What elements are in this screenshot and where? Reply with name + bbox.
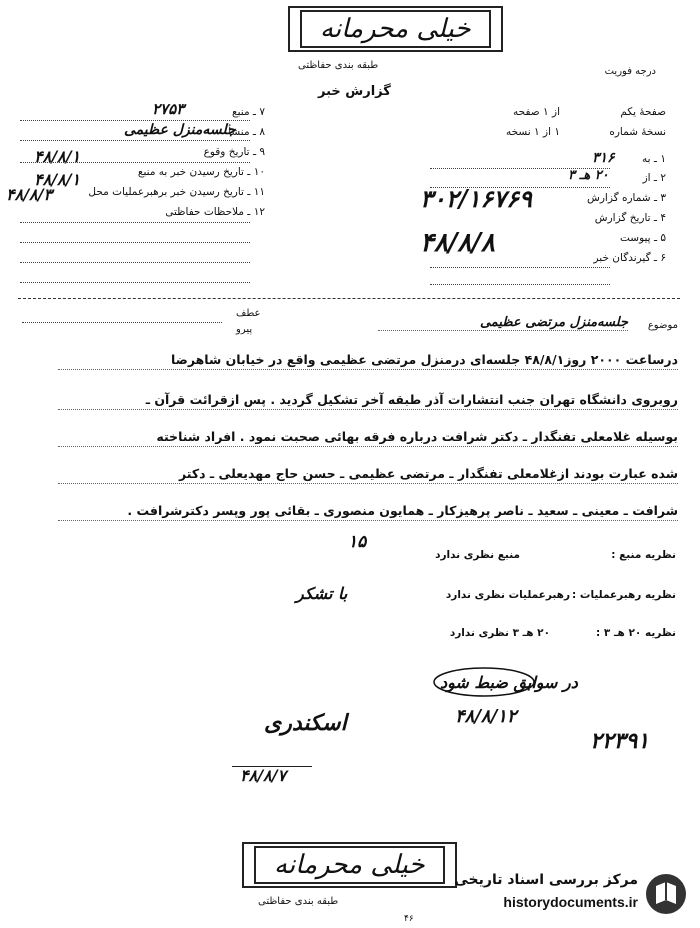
field-received-ops-label: ۱۱ ـ تاریخ رسیدن خبر برهبرعملیات محل — [88, 186, 265, 198]
note-source-label: نظریه منبع : — [611, 549, 676, 561]
dotted-line — [430, 284, 610, 285]
atf-label: عطف — [236, 308, 261, 319]
note-source-value: منبع نظری ندارد — [435, 549, 520, 561]
page-number: ۴۶ — [404, 914, 414, 924]
field-copy-label: نسخهٔ شماره — [609, 126, 666, 138]
body-line: بوسیله غلامعلی تفنگدار ـ دکتر شرافت درباره فرقه بهائی صحبت نمود . افراد شناخته — [58, 429, 678, 447]
subject-label: موضوع — [647, 320, 678, 331]
separator — [18, 298, 680, 299]
field-received-source-label: ۱۰ ـ تاریخ رسیدن خبر به منبع — [137, 166, 265, 178]
field-attachment-label: ۵ ـ پیوست — [619, 232, 666, 244]
field-received-source-value: ۴۸/۸/۱ — [34, 170, 81, 189]
signature-loop — [430, 664, 538, 700]
dotted-line — [20, 222, 250, 223]
watermark-title: مرکز بررسی اسناد تاریخی — [454, 872, 638, 888]
dotted-line — [430, 267, 610, 268]
field-to-value: ۳۱۶ — [592, 150, 615, 166]
field-from-value: ۲۰ هـ ۳ — [568, 168, 609, 183]
signature-left: اسکندری — [264, 710, 347, 736]
margin-note: ۱۵ — [348, 532, 367, 552]
field-occurrence-value: ۴۸/۸/۱ — [34, 147, 81, 166]
field-copy-value: ۱ از ۱ نسخه — [506, 126, 560, 138]
report-title: گزارش خبر — [318, 84, 391, 99]
signature-right-date: ۴۸/۸/۱۲ — [455, 706, 517, 727]
field-received-ops-value: ۴۸/۸/۳ — [6, 185, 53, 204]
top-stamp-caption: طبقه بندی حفاظتی — [298, 60, 379, 71]
bottom-stamp-text: خیلی محرمانه — [254, 846, 445, 884]
top-classification-stamp — [288, 6, 503, 52]
handwritten-note: با تشکر — [296, 584, 348, 603]
note-ops-label: نظریه رهبرعملیات : — [572, 589, 676, 601]
field-source-label: ۷ ـ منبع — [232, 106, 265, 118]
note-ops-value: رهبرعملیات نظری ندارد — [445, 589, 570, 601]
signature-left-date: ۴۸/۸/۷ — [240, 766, 287, 785]
subject-value: جلسه‌منزل مرتضی عظیمی — [378, 315, 628, 331]
bottom-classification-stamp — [242, 842, 457, 888]
field-report-number-label: ۳ ـ شماره گزارش — [587, 192, 666, 204]
dotted-line — [22, 322, 222, 323]
field-from-label: ۲ ـ از — [642, 172, 666, 184]
body-line: شده عبارت بودند ازغلامعلی تفنگدار ـ مرتضی عظیمی ـ حسن حاج مهدیعلی ـ دکتر — [58, 466, 678, 484]
field-occurrence-label: ۹ ـ تاریخ وقوع — [203, 146, 265, 158]
file-number: ۲۲۳۹۱ — [590, 728, 650, 754]
field-report-date-label: ۴ ـ تاریخ گزارش — [594, 212, 666, 224]
top-stamp-text: خیلی محرمانه — [300, 10, 491, 48]
field-report-number-value: ۳۰۲/۱۶۷۶۹ — [420, 184, 532, 213]
field-origin-value: جلسه‌منزل عظیمی — [124, 122, 236, 138]
dotted-line — [20, 242, 250, 243]
watermark-url: historydocuments.ir — [503, 894, 638, 910]
note-20h3-label: نظریه ۲۰ هـ ۳ : — [596, 627, 676, 639]
field-origin-label: ۸ ـ منشأ — [228, 126, 265, 138]
body-line: روبروی دانشگاه تهران جنب انتشارات آذر طبقه آخر تشکیل گردید . پس ازقرائت قرآن ـ — [58, 392, 678, 410]
body-line: درساعت ۲۰۰۰ روز۴۸/۸/۱ جلسه‌ای درمنزل مرتضی عظیمی واقع در خیابان شاهرضا — [58, 352, 678, 370]
archive-logo-icon — [644, 872, 688, 916]
field-page-label: صفحهٔ یکم — [620, 106, 666, 118]
dotted-line — [20, 140, 250, 141]
field-security-label: ۱۲ ـ ملاحظات حفاظتی — [165, 206, 265, 218]
bottom-stamp-caption: طبقه بندی حفاظتی — [258, 896, 339, 907]
degree-label: درجه فوریت — [604, 66, 656, 77]
dotted-line — [20, 120, 250, 121]
note-20h3-value: ۲۰ هـ ۳ نظری ندارد — [449, 627, 550, 639]
field-source-value: ۲۷۵۳ — [152, 100, 185, 118]
dotted-line — [20, 262, 250, 263]
signature-right: در سوابق ضبط شود — [440, 673, 578, 692]
field-to-label: ۱ ـ به — [642, 153, 666, 165]
watermark — [443, 870, 688, 920]
dotted-line — [20, 282, 250, 283]
field-recipients-label: ۶ ـ گیرندگان خبر — [593, 252, 666, 264]
peyro-label: پیرو — [236, 324, 253, 335]
field-page-value: از ۱ صفحه — [513, 106, 560, 118]
dotted-line — [20, 162, 250, 163]
field-report-date-value: ۴۸/۸/۸ — [420, 228, 495, 258]
body-line: شرافت ـ معینی ـ سعید ـ ناصر پرهیزکار ـ همایون منصوری ـ بقائی پور وپسر دکترشرافت . — [58, 503, 678, 521]
